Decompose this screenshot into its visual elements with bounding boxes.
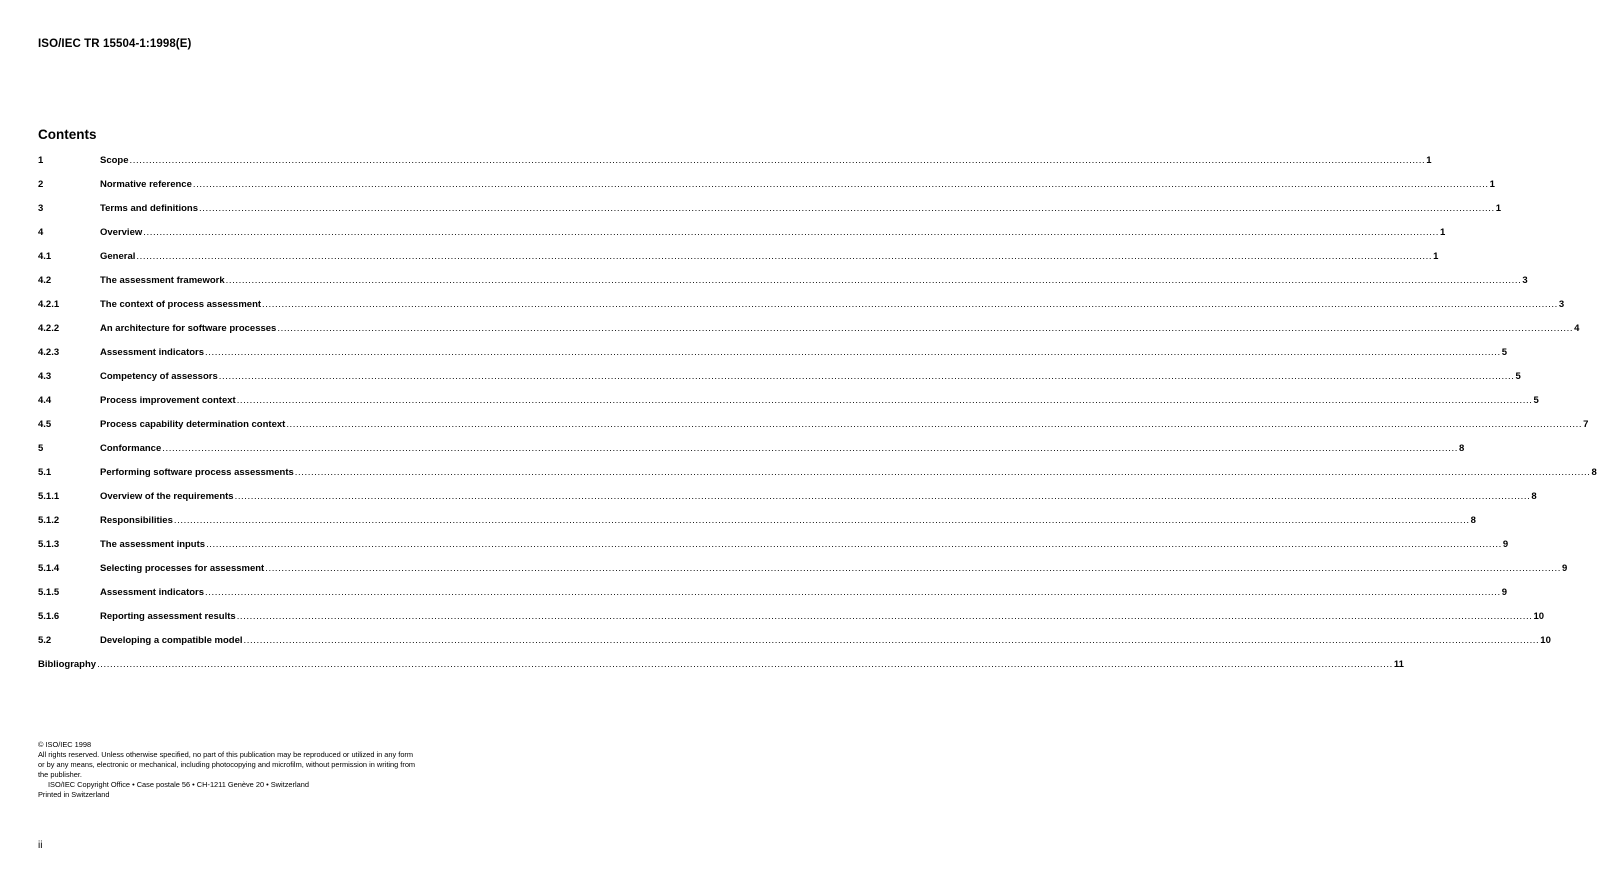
toc-entry-title: The assessment framework (100, 275, 225, 286)
toc-entry[interactable] (38, 275, 1528, 299)
toc-entry[interactable] (38, 515, 1476, 539)
toc-entry-page: 10 (1533, 611, 1545, 622)
toc-entry-page: 8 (1470, 515, 1476, 526)
toc-entry-title: Assessment indicators (100, 587, 205, 598)
toc-entry-number: 3 (38, 203, 44, 214)
toc-entry[interactable] (38, 635, 1551, 659)
toc-entry-number: 4.4 (38, 395, 52, 406)
toc-entry[interactable] (38, 299, 1565, 323)
copyright-year: © ISO/IEC 1998 (38, 740, 92, 749)
toc-entry-title: Process capability determination context (100, 419, 286, 430)
toc-entry-number: 2 (38, 179, 44, 190)
toc-entry-number: 5.2 (38, 635, 52, 646)
table-of-contents (38, 155, 1597, 683)
toc-entry-page: 4 (1574, 323, 1580, 334)
toc-leader-dots: ................................................................................................................................................................................................................................................................................................................................................................................................................ (173, 515, 1470, 526)
toc-entry-page: 1 (1440, 227, 1446, 238)
toc-entry-number: 5.1.2 (38, 515, 60, 526)
toc-entry-number: 5 (38, 443, 44, 454)
toc-entry[interactable] (38, 323, 1580, 347)
copyright-rights: All rights reserved. Unless otherwise specified, no part of this publication may be reproduced or utilized in any form or by any means, electronic or mechanical, including photocopying and microfilm, without permission in writing from the publisher. (38, 750, 416, 779)
toc-leader-dots: ................................................................................................................................................................................................................................................................................................................................................................................................................ (205, 587, 1501, 598)
toc-entry-number: 4.5 (38, 419, 52, 430)
toc-entry-title: Overview of the requirements (100, 491, 234, 502)
toc-entry-title: Competency of assessors (100, 371, 218, 382)
toc-entry-page: 9 (1501, 587, 1508, 598)
toc-entry[interactable] (38, 371, 1521, 395)
toc-leader-dots: ................................................................................................................................................................................................................................................................................................................................................................................................................ (218, 371, 1515, 382)
toc-entry-title: Terms and definitions (100, 203, 199, 214)
toc-entry-title: Scope (100, 155, 129, 166)
toc-entry-number: 5.1.3 (38, 539, 60, 550)
toc-leader-dots: ................................................................................................................................................................................................................................................................................................................................................................................................................ (143, 227, 1440, 238)
toc-entry-title: The assessment inputs (100, 539, 206, 550)
toc-entry-number: 4.3 (38, 371, 52, 382)
toc-entry-number: 4 (38, 227, 44, 238)
copyright-office: ISO/IEC Copyright Office • Case postale 56 • CH-1211 Genève 20 • Switzerland (48, 780, 309, 789)
toc-entry[interactable] (38, 491, 1537, 515)
toc-entry-title: Conformance (100, 443, 162, 454)
toc-entry-title: An architecture for software processes (100, 323, 277, 334)
toc-entry-number: 4.2.1 (38, 299, 60, 310)
toc-entry-title: Performing software process assessments (100, 467, 294, 478)
toc-entry-page: 9 (1561, 563, 1568, 574)
toc-leader-dots: ................................................................................................................................................................................................................................................................................................................................................................................................................ (162, 443, 1458, 454)
toc-entry-title: Reporting assessment results (100, 611, 236, 622)
toc-entry[interactable] (38, 611, 1545, 635)
toc-entry[interactable] (38, 227, 1446, 251)
toc-entry-page: 8 (1459, 443, 1465, 454)
page-number: ii (38, 840, 43, 851)
toc-leader-dots: ................................................................................................................................................................................................................................................................................................................................................................................................................ (294, 467, 1591, 478)
toc-entry[interactable] (38, 179, 1495, 203)
toc-entry-bibliography[interactable] (38, 659, 1404, 683)
toc-leader-dots: ................................................................................................................................................................................................................................................................................................................................................................................................................ (236, 611, 1533, 622)
toc-leader-dots: ................................................................................................................................................................................................................................................................................................................................................................................................................ (225, 275, 1522, 286)
toc-leader-dots: ................................................................................................................................................................................................................................................................................................................................................................................................................ (236, 395, 1533, 406)
toc-entry-number: 5.1.6 (38, 611, 60, 622)
toc-entry[interactable] (38, 419, 1589, 443)
toc-leader-dots: ................................................................................................................................................................................................................................................................................................................................................................................................................ (262, 299, 1558, 310)
toc-entry-title: Selecting processes for assessment (100, 563, 265, 574)
toc-entry-number: 5.1 (38, 467, 52, 478)
toc-entry-page: 11 (1393, 659, 1404, 670)
toc-leader-dots: ................................................................................................................................................................................................................................................................................................................................................................................................................ (265, 563, 1561, 574)
toc-entry-page: 3 (1522, 275, 1528, 286)
toc-entry-number: 4.1 (38, 251, 52, 262)
toc-leader-dots: ................................................................................................................................................................................................................................................................................................................................................................................................................ (136, 251, 1433, 262)
toc-entry-page: 5 (1515, 371, 1521, 382)
toc-entry[interactable] (38, 347, 1508, 371)
toc-entry-number: 4.2.2 (38, 323, 60, 334)
toc-entry[interactable] (38, 203, 1502, 227)
toc-entry-title: Developing a compatible model (100, 635, 243, 646)
toc-entry-number: 4.2 (38, 275, 52, 286)
toc-entry[interactable] (38, 467, 1597, 491)
toc-entry-page: 1 (1489, 179, 1495, 190)
toc-entry-page: 9 (1502, 539, 1509, 550)
copyright-printed: Printed in Switzerland (38, 790, 110, 799)
toc-leader-dots: ................................................................................................................................................................................................................................................................................................................................................................................................................ (97, 659, 1393, 670)
toc-leader-dots: ................................................................................................................................................................................................................................................................................................................................................................................................................ (205, 347, 1501, 358)
toc-entry-number: 5.1.5 (38, 587, 60, 598)
toc-leader-dots: ................................................................................................................................................................................................................................................................................................................................................................................................................ (286, 419, 1583, 430)
toc-leader-dots: ................................................................................................................................................................................................................................................................................................................................................................................................................ (192, 179, 1489, 190)
toc-leader-dots: ................................................................................................................................................................................................................................................................................................................................................................................................................ (129, 155, 1426, 166)
toc-entry-page: 1 (1433, 251, 1439, 262)
toc-entry-number: 5.1.1 (38, 491, 60, 502)
toc-entry-page: 3 (1558, 299, 1565, 310)
document-header: ISO/IEC TR 15504-1:1998(E) (38, 38, 192, 50)
toc-entry[interactable] (38, 251, 1439, 275)
toc-entry-title: The context of process assessment (100, 299, 262, 310)
toc-entry-page: 5 (1501, 347, 1508, 358)
toc-entry-title: Overview (100, 227, 143, 238)
toc-entry-page: 1 (1495, 203, 1502, 214)
toc-entry[interactable] (38, 395, 1539, 419)
toc-entry-page: 7 (1583, 419, 1589, 430)
toc-entry-title: Process improvement context (100, 395, 236, 406)
toc-leader-dots: ................................................................................................................................................................................................................................................................................................................................................................................................................ (243, 635, 1540, 646)
toc-leader-dots: ................................................................................................................................................................................................................................................................................................................................................................................................................ (277, 323, 1574, 334)
toc-entry-title: General (100, 251, 136, 262)
toc-entry-page: 5 (1533, 395, 1539, 406)
toc-entry-page: 8 (1531, 491, 1537, 502)
toc-entry[interactable] (38, 587, 1508, 611)
toc-entry[interactable] (38, 563, 1568, 587)
toc-entry-number: 1 (38, 155, 44, 166)
toc-entry[interactable] (38, 539, 1509, 563)
toc-entry-title: Assessment indicators (100, 347, 205, 358)
toc-entry-page: 8 (1591, 467, 1597, 478)
toc-entry-page: 1 (1426, 155, 1432, 166)
toc-leader-dots: ................................................................................................................................................................................................................................................................................................................................................................................................................ (199, 203, 1495, 214)
toc-entry-number: 5.1.4 (38, 563, 60, 574)
toc-entry-title: Bibliography (38, 659, 97, 670)
toc-entry-title: Responsibilities (100, 515, 173, 526)
toc-entry-page: 10 (1540, 635, 1551, 646)
contents-title: Contents (38, 127, 97, 142)
copyright-notice (38, 740, 418, 800)
toc-entry-number: 4.2.3 (38, 347, 60, 358)
toc-entry[interactable] (38, 443, 1465, 467)
toc-leader-dots: ................................................................................................................................................................................................................................................................................................................................................................................................................ (206, 539, 1502, 550)
toc-leader-dots: ................................................................................................................................................................................................................................................................................................................................................................................................................ (234, 491, 1531, 502)
toc-entry[interactable] (38, 155, 1432, 179)
toc-entry-title: Normative reference (100, 179, 192, 190)
